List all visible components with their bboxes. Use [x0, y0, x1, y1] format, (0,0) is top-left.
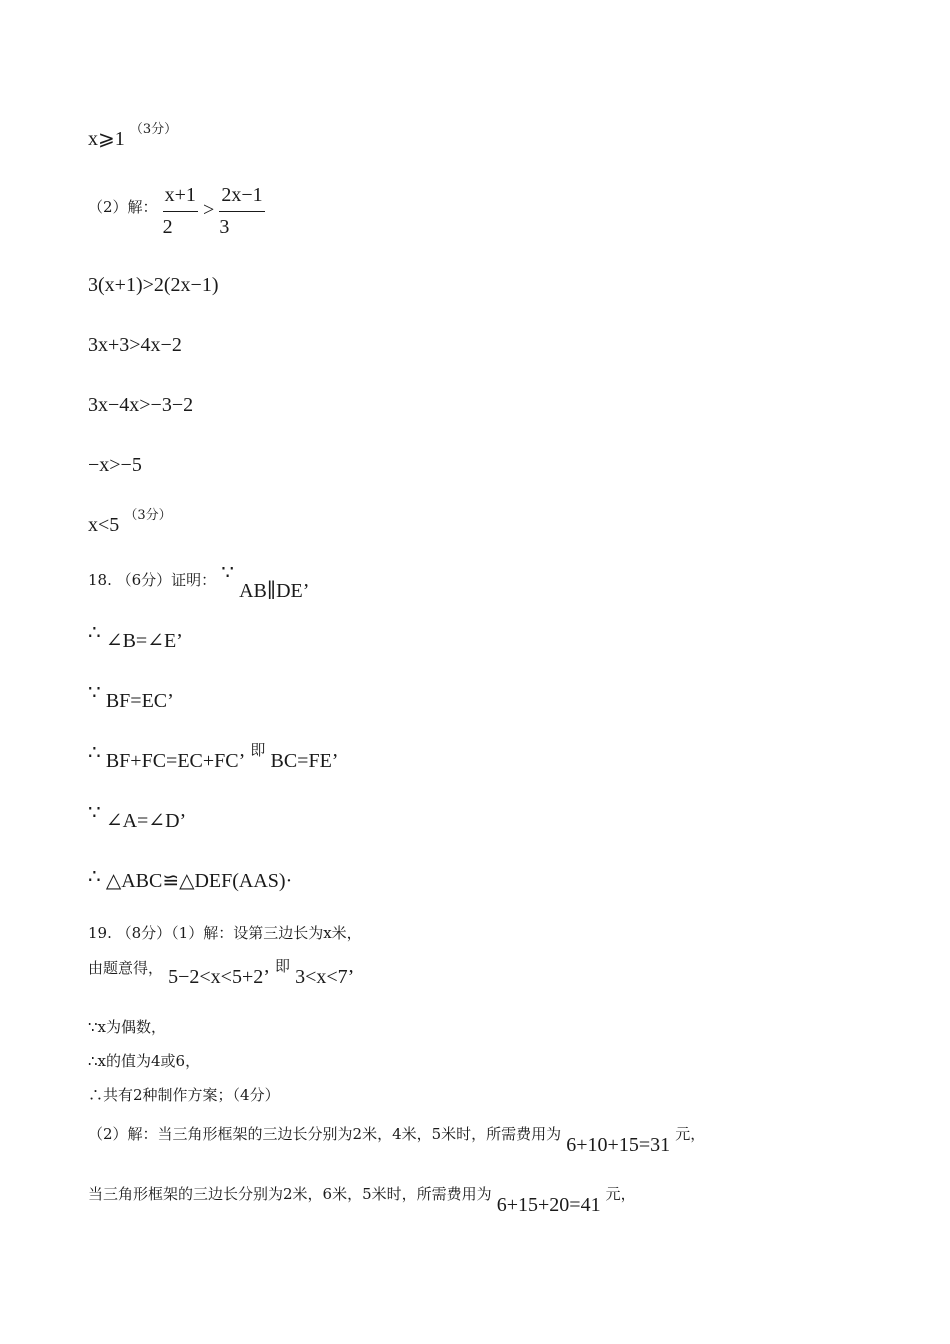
line-step-3: 3x−4x>−3−2 — [88, 394, 194, 416]
math-expr: 3<x<7’ — [295, 966, 355, 988]
math-expr: ∠B=∠E’ — [105, 630, 183, 652]
greater-than-sign: > — [203, 199, 215, 221]
math-expr: x⩾1 — [88, 128, 125, 150]
line-step-2: 3x+3>4x−2 — [88, 334, 182, 356]
line-q18-header — [88, 560, 310, 602]
line-q19-header: 19. （8分）（1）解：设第三边长为x米， — [88, 924, 362, 942]
math-expr: ∠A=∠D’ — [105, 810, 187, 832]
solution-label: （2）解： — [88, 198, 158, 216]
line-angle-b-e — [88, 620, 183, 653]
line-step-1: 3(x+1)>2(2x−1) — [88, 274, 219, 296]
line-step-4: −x>−5 — [88, 454, 142, 476]
math-expr: BF+FC=EC+FC’ — [105, 750, 246, 772]
therefore-icon: ∴ — [88, 740, 101, 764]
math-expr: △ABC≌△DEF(AAS)· — [105, 870, 293, 892]
math-expr: BF=EC’ — [105, 690, 174, 712]
line-cost-plan-2 — [88, 1182, 636, 1216]
score-note: （3分） — [129, 122, 178, 137]
text-label: （2）解：当三角形框架的三边长分别为2米，4米，5米时，所需费用为 — [88, 1125, 562, 1143]
line-triangle-inequality — [88, 957, 355, 988]
score-note: （3分） — [124, 508, 172, 523]
line-two-plans: ∴共有2种制作方案；（4分） — [88, 1086, 280, 1104]
math-expr: 6+10+15=31 — [566, 1134, 671, 1156]
math-expr: AB∥DE’ — [239, 580, 310, 602]
fraction-left — [163, 184, 198, 239]
therefore-icon: ∴ — [88, 620, 101, 644]
fraction-numerator: 2x−1 — [219, 184, 264, 212]
connector-text: 即 — [274, 957, 290, 975]
math-expr: 5−2<x<5+2’ — [168, 966, 270, 988]
line-x-ge-1 — [88, 122, 178, 151]
math-expr: BC=FE’ — [270, 750, 339, 772]
line-cost-plan-1 — [88, 1122, 706, 1156]
because-icon: ∵ — [221, 560, 234, 584]
text-label: 由题意得， — [88, 959, 164, 977]
line-angle-a-d — [88, 800, 187, 833]
fraction-denominator: 3 — [219, 216, 230, 238]
line-inequality-fraction — [88, 184, 265, 239]
line-x-lt-5 — [88, 508, 172, 537]
connector-text: 即 — [250, 741, 266, 759]
because-icon: ∵ — [88, 800, 101, 824]
line-x-even: ∵x为偶数， — [88, 1018, 167, 1036]
fraction-right — [219, 184, 264, 239]
line-x-values: ∴x的值为4或6， — [88, 1052, 201, 1070]
because-icon: ∵ — [88, 680, 101, 704]
therefore-icon: ∴ — [88, 864, 101, 888]
question-label: 18. （6分）证明： — [88, 571, 217, 589]
math-expr: x<5 — [88, 514, 120, 536]
line-congruent — [88, 864, 293, 893]
text-label: 当三角形框架的三边长分别为2米，6米，5米时，所需费用为 — [88, 1185, 492, 1203]
fraction-denominator: 2 — [162, 216, 173, 238]
line-bc-fe — [88, 740, 339, 773]
unit-text: 元， — [605, 1185, 636, 1203]
math-expr: 6+15+20=41 — [496, 1194, 601, 1216]
fraction-numerator: x+1 — [163, 184, 198, 212]
unit-text: 元， — [675, 1125, 706, 1143]
line-bf-ec — [88, 680, 174, 713]
